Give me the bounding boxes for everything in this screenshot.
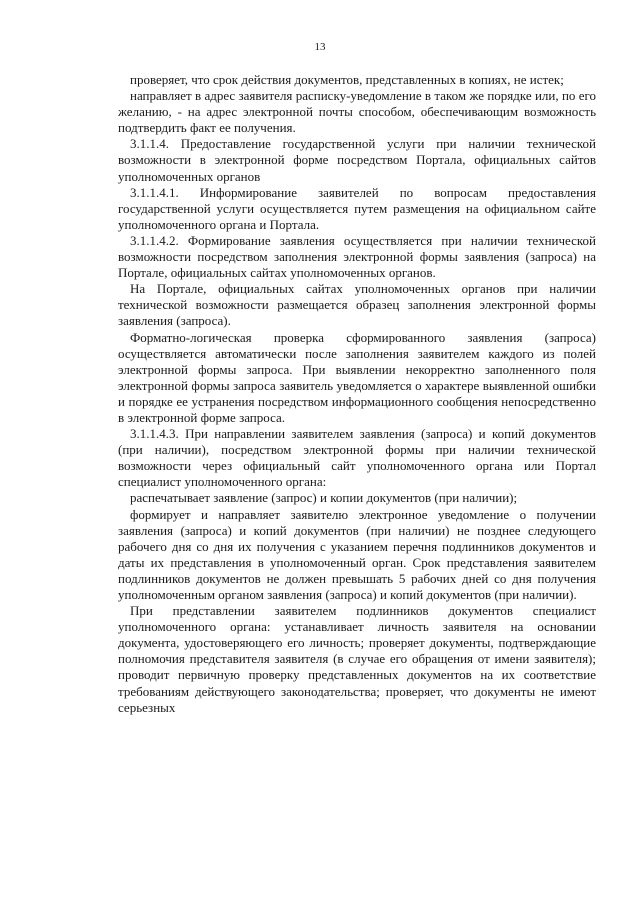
paragraph: направляет в адрес заявителя расписку-уведомление в таком же порядке или, по его желанию, - на адрес электронной почты способом, обеспечивающим возможность подтвердить факт ее получения. [118, 88, 596, 136]
page-number: 13 [314, 41, 326, 53]
paragraph: 3.1.1.4.3. При направлении заявителем заявления (запроса) и копий документов (при наличии), посредством электронной формы при наличии технической возможности через официальный сайт уполномоченного органа или Портал специалист уполномоченного органа: [118, 426, 596, 490]
paragraph: 3.1.1.4.1. Информирование заявителей по вопросам предоставления государственной услуги осуществляется путем размещения на официальном сайте уполномоченного органа и Портала. [118, 184, 596, 232]
document-body [118, 72, 596, 716]
paragraph: При представлении заявителем подлинников документов специалист уполномоченного органа: устанавливает личность заявителя на основании документа, удостоверяющего его личность; проверяет документы, подтверждающие полномочия представителя заявителя (в случае его обращения от имени заявителя); проводит первичную проверку представленных документов на их соответствие требованиям действующего законодательства; проверяет, что документы не имеют серьезных [118, 603, 596, 715]
paragraph: 3.1.1.4.2. Формирование заявления осуществляется при наличии технической возможности посредством заполнения электронной формы заявления (запроса) на Портале, официальных сайтах уполномоченных органов. [118, 232, 596, 281]
paragraph: На Портале, официальных сайтах уполномоченных органов при наличии технической возможности размещается образец заполнения электронной формы заявления (запроса). [118, 281, 596, 329]
paragraph: распечатывает заявление (запрос) и копии документов (при наличии); [130, 490, 518, 506]
paragraph: проверяет, что срок действия документов, представленных в копиях, не истек; [130, 72, 564, 87]
paragraph: 3.1.1.4. Предоставление государственной услуги при наличии технической возможности в электронной форме посредством Портала, официальных сайтов уполномоченных органов [118, 136, 596, 184]
paragraph: формирует и направляет заявителю электронное уведомление о получении заявления (запроса) и копий документов (при наличии) не позднее следующего рабочего дня со дня их получения с указанием перечня подлинников документов и даты их представления в уполномоченный орган. Срок представления заявителем подлинников документов не должен превышать 5 рабочих дней со дня получения уполномоченным органом заявления (запроса) и копий документов (при наличии). [118, 506, 596, 602]
paragraph: Форматно-логическая проверка сформированного заявления (запроса) осуществляется автоматически после заполнения заявителем каждого из полей электронной формы запроса. При выявлении некорректно заполненного поля электронной формы запроса заявитель уведомляется о характере выявленной ошибки и порядке ее устранения посредством информационного сообщения непосредственно в электронной форме запроса. [118, 329, 596, 425]
